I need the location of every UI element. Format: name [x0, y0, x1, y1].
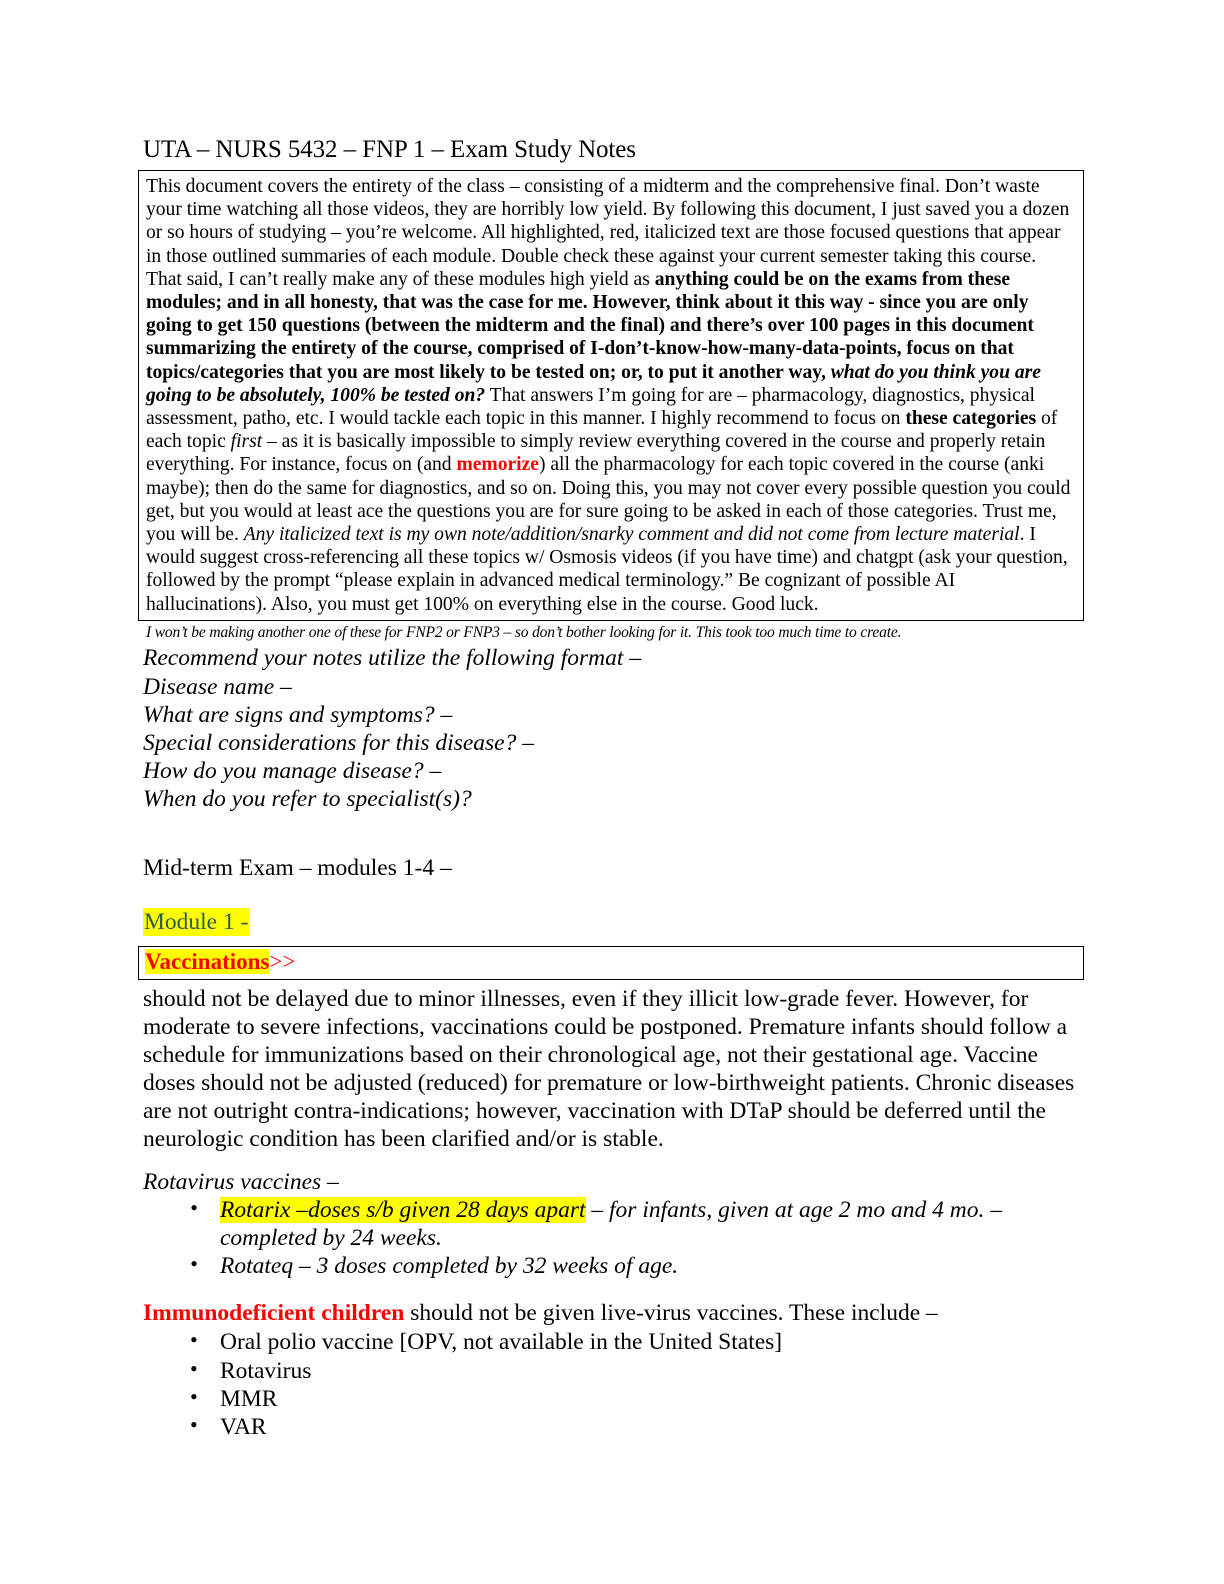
intro-seg-6: of each topic [146, 408, 1058, 453]
intro-seg-3-bold-italic: what do you think you are going to be absolutely, 100% be tested on? [146, 361, 1041, 406]
vaccinations-section-header-box [138, 946, 1084, 980]
spacer [138, 882, 1086, 908]
list-item [184, 1196, 1086, 1252]
format-section [143, 644, 1086, 813]
list-item: • Oral polio vaccine [OPV, not available in the United States] [184, 1328, 1086, 1356]
rotavirus-list [138, 1196, 1086, 1281]
format-heading: Recommend your notes utilize the following format – [143, 645, 642, 672]
format-line-manage-disease: How do you manage disease? – [143, 758, 442, 785]
immunodeficient-lead [143, 1300, 1093, 1328]
spacer [138, 1154, 1086, 1168]
format-line-signs-symptoms: What are signs and symptoms? – [143, 701, 453, 728]
intro-seg-10: ) all the pharmacology for each topic covered in the course (anki maybe); then do the same for diagnostics, and so on. Doing this, you may not cover every possible question you could get, but you would at least ace the questions you are for sure going to be asked in each of those categories. Trust me, you will be. [146, 454, 1071, 546]
immunodeficient-lead-rest: should not be given live-virus vaccines. These include – [404, 1300, 938, 1327]
intro-seg-7-italic: first [230, 431, 263, 453]
intro-seg-1: This document covers the entirety of the class – consisting of a midterm and the comprehensive final. Don’t waste your time watching all those videos, they are horribly low yield. By following this document, I just saved you a dozen or so hours of studying – you’re welcome. All highlighted, red, italicized text are those focused questions that appear in those outlined summaries of each module. Double check these against your current semester taking this course. That said, I can’t really make any of these modules high yield as [146, 176, 1070, 290]
format-line-disease-name: Disease name – [143, 673, 292, 700]
intro-seg-2-bold: anything could be on the exams from these modules; and in all honesty, that was the case for me. However, think about it this way - since you are only going to get 150 questions (between the midterm and the final) and there’s over 100 pages in this document summarizing the entirety of the course, comprised of I-don’t-know-how-many-data-points, focus on that topics/categories that you are most likely to be tested on; or, to put it another way, [146, 268, 1034, 383]
intro-seg-11-italic: Any italicized text is my own note/addition/snarky comment and did not come from lecture material [243, 524, 1020, 546]
list-item: • MMR [184, 1385, 1086, 1413]
list-item [184, 1252, 1086, 1280]
memorize-emphasis: memorize [456, 454, 539, 476]
intro-seg-4: That answers I’m going for are – pharmacology, diagnostics, physical assessment, patho, etc. I would tackle each topic in this manner. I highly recommend to focus on [146, 384, 1035, 430]
midterm-exam-line: Mid-term Exam – modules 1-4 – [143, 854, 452, 881]
rotateq-detail: Rotateq – 3 doses completed by 32 weeks of age. [220, 1253, 679, 1280]
format-line-special-considerations: Special considerations for this disease? – [143, 730, 534, 757]
rotavirus-heading: Rotavirus vaccines – [143, 1168, 339, 1195]
intro-seg-5-bold: these categories [905, 408, 1037, 430]
section-arrows-icon: >> [269, 948, 296, 974]
footnote-note: I won’t be making another one of these for FNP2 or FNP3 – so don’t bother looking for it. This took too much time to create. [146, 623, 902, 641]
rotarix-highlight: Rotarix –doses s/b given 28 days apart [220, 1196, 586, 1223]
vaccination-paragraph: should not be delayed due to minor illnesses, even if they illicit low-grade fever. However, for moderate to severe infections, vaccinations could be postponed. Premature infants should follow a schedule for immunizations based on their chronological age, not their gestational age. Vaccine doses should not be adjusted (reduced) for premature or low-birthweight patients. Chronic diseases are not outright contra-indications; however, vaccination with DTaP should be deferred until the neurologic condition has been clarified and/or is stable. [143, 985, 1075, 1152]
section-title-vaccinations: Vaccinations [145, 948, 270, 974]
module-header [143, 908, 1086, 936]
format-line-refer-specialist: When do you refer to specialist(s)? [143, 786, 472, 813]
spacer [138, 1280, 1086, 1294]
module-header-label: Module 1 - [144, 908, 249, 935]
intro-seg-12: . I would suggest cross-referencing all these topics w/ Osmosis videos (if you have time) and chatgpt (ask your question, followed by the prompt “please explain in advanced medical terminology.” Be cognizant of possible AI hallucinations). Also, you must get 100% on everything else in the course. Good luck. [146, 524, 1068, 615]
page-title: UTA – NURS 5432 – FNP 1 – Exam Study Notes [143, 136, 636, 163]
list-item: • Rotavirus [184, 1357, 1086, 1385]
intro-callout-box [138, 170, 1084, 621]
intro-paragraph [146, 175, 1076, 616]
list-item: • VAR [184, 1413, 1086, 1441]
live-virus-vaccine-list [138, 1328, 1086, 1441]
intro-seg-8: – as it is basically impossible to simply review everything covered in the course and properly retain everything. For instance, focus on (and [146, 431, 1046, 476]
spacer [138, 814, 1086, 854]
rotarix-detail: – for infants, given at age 2 mo and 4 mo. – completed by 24 weeks. [220, 1196, 1002, 1252]
immunodeficient-children-emphasis: Immunodeficient children [143, 1300, 405, 1327]
